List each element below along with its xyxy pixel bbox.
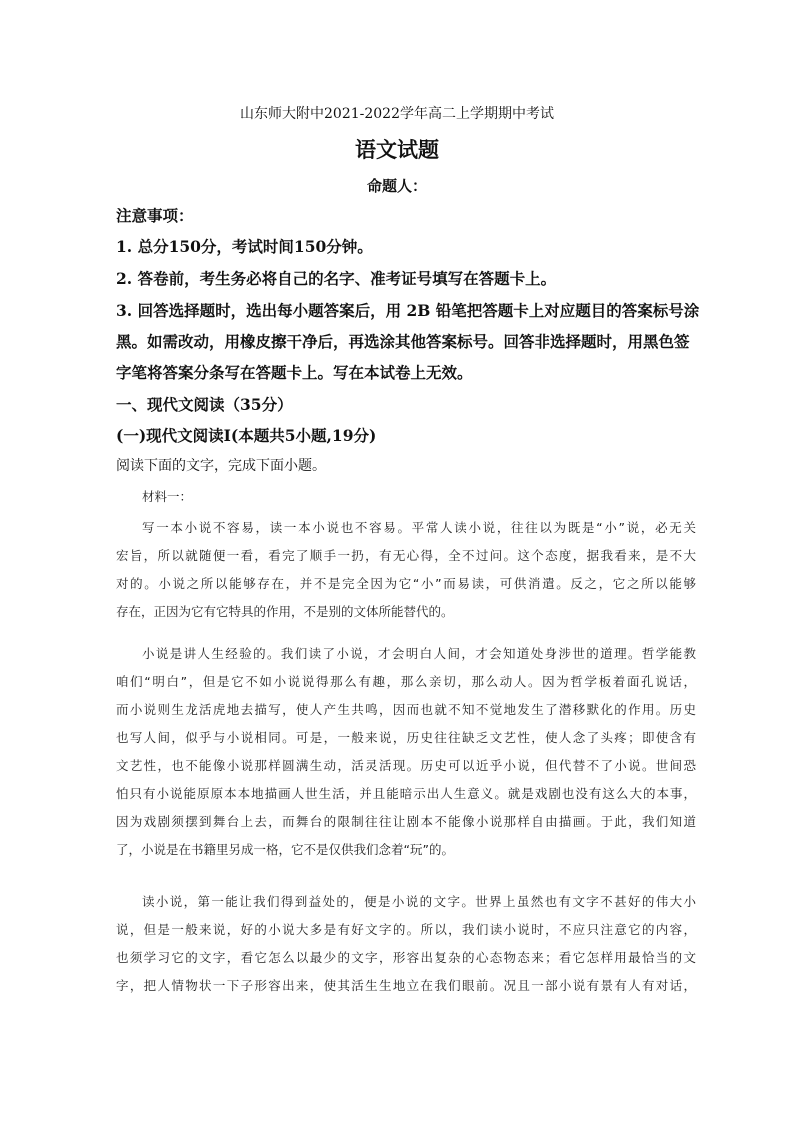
paragraph-line: 读小说，第一能让我们得到益处的，便是小说的文字。世界上虽然也有文字不甚好的伟大小 [142, 894, 696, 909]
section-heading: 一、现代文阅读（35分） [116, 395, 293, 414]
paragraph-2 [116, 640, 696, 864]
notes-heading: 注意事项： [116, 206, 194, 225]
paragraph-line: 说，但是一般来说，好的小说大多是有好文字的。所以，我们读小说时，不应只注意它的内容， [116, 922, 696, 937]
paragraph-line: 怕只有小说能原原本本地描画人世生活，并且能暗示出人生意义。就是戏剧也没有这么大的本事， [116, 786, 696, 801]
paragraph-line: 了，小说是在书籍里另成一格，它不是仅供我们念着“玩”的。 [116, 842, 454, 857]
paragraph-line: 而小说则生龙活虎地去描写，使人产生共鸣，因而也就不知不觉地发生了潜移默化的作用。历史 [116, 702, 696, 717]
paragraph-line: 咱们“明白”，但是它不如小说说得那么有趣，那么亲切，那么动人。因为哲学板着面孔说话， [116, 674, 696, 689]
note-item-3-line-3: 字笔将答案分条写在答题卡上。写在本试卷上无效。 [116, 363, 473, 382]
exam-title: 山东师大附中2021-2022学年高二上学期期中考试 [240, 106, 554, 122]
subject-title: 语文试题 [355, 137, 439, 162]
paragraph-line: 文艺性，也不能像小说那样圆满生动，活灵活现。历史可以近乎小说，但代替不了小说。世间恐 [116, 758, 696, 773]
note-item-3-line-1: 3. 回答选择题时，选出每小题答案后，用 2B 铅笔把答题卡上对应题目的答案标号涂 [116, 301, 700, 320]
paragraph-line: 因为戏剧须摆到舞台上去，而舞台的限制往往让剧本不能像小说那样自由描画。于此，我们知道 [116, 814, 696, 829]
note-item-2: 2. 答卷前，考生务必将自己的名字、准考证号填写在答题卡上。 [116, 269, 557, 288]
paragraph-line: 宏旨，所以就随便一看，看完了顺手一扔，有无心得，全不过问。这个态度，据我看来，是不大 [116, 548, 696, 563]
material-label: 材料一： [142, 489, 193, 504]
paragraph-line: 也写人间，似乎与小说相同。可是，一般来说，历史往往缺乏文艺性，使人念了头疼；即使含有 [116, 730, 696, 745]
sub-section-heading: (一)现代文阅读Ⅰ(本题共5小题,19分) [116, 426, 377, 445]
author-label: 命题人： [366, 177, 427, 195]
paragraph-3 [116, 888, 696, 1000]
paragraph-line: 小说是讲人生经验的。我们读了小说，才会明白人间，才会知道处身涉世的道理。哲学能教 [142, 646, 696, 661]
paragraph-line: 也须学习它的文字，看它怎么以最少的文字，形容出复杂的心态物态来；看它怎样用最恰当的文 [116, 950, 696, 965]
paragraph-line: 对的。小说之所以能够存在，并不是完全因为它“小”而易读，可供消遣。反之，它之所以能够 [116, 576, 696, 591]
paragraph-1 [116, 514, 696, 626]
reading-instruction: 阅读下面的文字，完成下面小题。 [116, 458, 326, 474]
note-item-3-line-2: 黑。如需改动，用橡皮擦干净后，再选涂其他答案标号。回答非选择题时，用黑色签 [116, 332, 690, 351]
note-item-1: 1. 总分150分，考试时间150分钟。 [116, 237, 373, 256]
paragraph-line: 字，把人情物状一下子形容出来，使其活生生地立在我们眼前。况且一部小说有景有人有对话， [116, 978, 696, 993]
paragraph-line: 写一本小说不容易，读一本小说也不容易。平常人读小说，往往以为既是“小”说，必无关 [142, 520, 696, 535]
paragraph-line: 存在，正因为它有它特具的作用，不是别的文体所能替代的。 [116, 604, 454, 619]
